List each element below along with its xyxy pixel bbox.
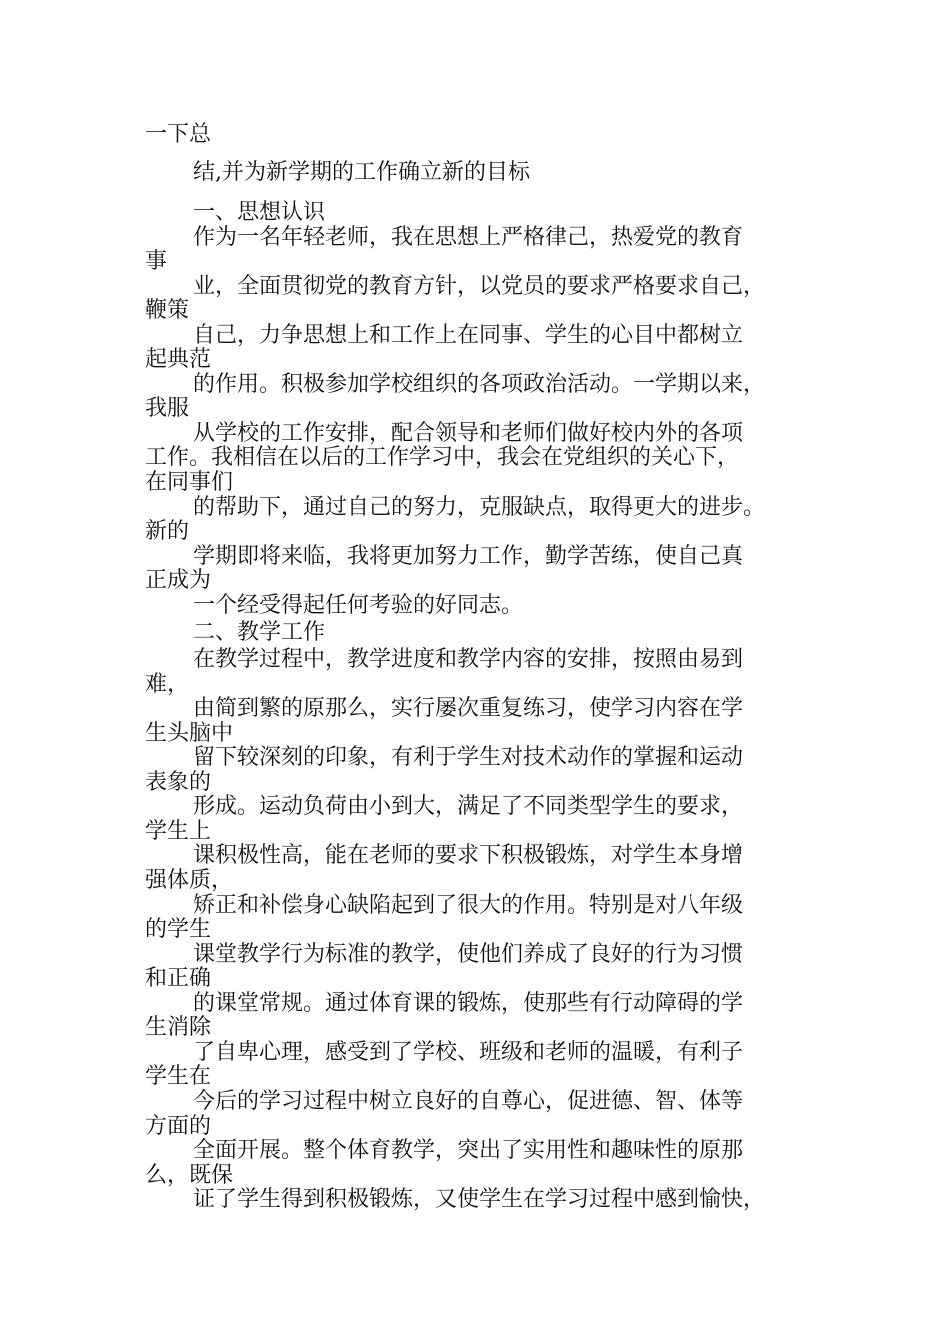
text-line: 我服 (145, 396, 190, 421)
text-line: 今后的学习过程中树立良好的自尊心，促进德、智、体等 (193, 1089, 744, 1114)
text-line: 自己，力争思想上和工作上在同事、学生的心目中都树立 (193, 323, 744, 348)
text-line: 了自卑心理，感受到了学校、班级和老师的温暖，有利子 (193, 1040, 744, 1065)
text-line: 课积极性高，能在老师的要求下积极锻炼，对学生本身增 (193, 843, 744, 868)
section-heading: 二、教学工作 (193, 620, 326, 645)
text-line: 矫正和补偿身心缺陷起到了很大的作用。特别是对八年级 (193, 893, 744, 918)
text-line: 留下较深刻的印象，有利于学生对技术动作的掌握和运动 (193, 745, 744, 770)
text-line: 作为一名年轻老师，我在思想上严格律己，热爱党的教育 (193, 225, 744, 250)
text-line: 新的 (145, 519, 190, 544)
text-line: 一个经受得起任何考验的好同志。 (193, 593, 524, 618)
text-line: 结,并为新学期的工作确立新的目标 (193, 160, 530, 185)
text-line: 从学校的工作安排，配合领导和老师们做好校内外的各项 (193, 421, 744, 446)
text-line: 的作用。积极参加学校组织的各项政治活动。一学期以来， (193, 372, 766, 397)
text-line: 正成为 (145, 568, 212, 593)
text-line: 工作。我相信在以后的工作学习中，我会在党组织的关心下， (145, 445, 740, 470)
text-line: 鞭策 (145, 298, 190, 323)
text-line: 在同事们 (145, 470, 234, 495)
section-heading: 一、思想认识 (193, 200, 326, 225)
text-line: 和正确 (145, 966, 212, 991)
text-line: 生头脑中 (145, 721, 234, 746)
text-line: 的学生 (145, 917, 212, 942)
text-line: 业，全面贯彻党的教育方针，以党员的要求严格要求自己， (193, 274, 766, 299)
text-line: 全面开展。整个体育教学，突出了实用性和趣味性的原那 (193, 1138, 744, 1163)
text-line: 课堂教学行为标准的教学，使他们养成了良好的行为习惯 (193, 942, 744, 967)
text-line: 在教学过程中，教学进度和教学内容的安排，按照由易到 (193, 647, 744, 672)
text-line: 形成。运动负荷由小到大，满足了不同类型学生的要求， (193, 794, 744, 819)
text-line: 学生上 (145, 819, 212, 844)
text-line: 的帮助下，通过自己的努力，克服缺点，取得更大的进步。 (193, 495, 766, 520)
text-line: 么，既保 (145, 1163, 234, 1188)
text-line: 强体质， (145, 868, 234, 893)
text-line: 的课堂常规。通过体育课的锻炼，使那些有行动障碍的学 (193, 991, 744, 1016)
text-line: 学生在 (145, 1064, 212, 1089)
text-line: 方面的 (145, 1114, 212, 1139)
text-line: 难， (145, 672, 190, 697)
text-line: 学期即将来临，我将更加努力工作，勤学苦练，使自己真 (193, 544, 744, 569)
text-line: 表象的 (145, 770, 212, 795)
text-line: 由简到繁的原那么，实行屡次重复练习，使学习内容在学 (193, 696, 744, 721)
text-line: 证了学生得到积极锻炼，又使学生在学习过程中感到愉快， (193, 1187, 766, 1212)
text-line: 一下总 (145, 122, 212, 147)
text-line: 起典范 (145, 347, 212, 372)
text-line: 事 (145, 249, 168, 274)
text-line: 生消除 (145, 1015, 212, 1040)
